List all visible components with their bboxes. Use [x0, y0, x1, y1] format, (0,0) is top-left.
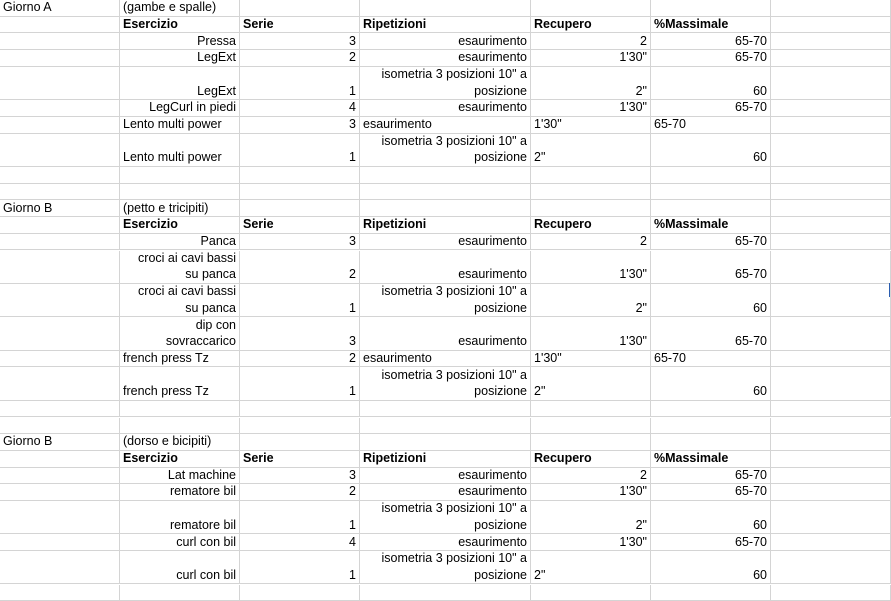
cell[interactable] [0, 184, 120, 201]
cell[interactable] [0, 251, 120, 284]
data-cell[interactable]: 2 [240, 251, 360, 284]
data-cell[interactable]: 2" [531, 67, 651, 100]
cell[interactable] [531, 184, 651, 201]
cell[interactable] [0, 167, 120, 184]
data-cell[interactable]: 65-70 [651, 468, 771, 485]
data-cell[interactable]: 60 [651, 367, 771, 400]
data-cell[interactable]: esaurimento [360, 534, 531, 551]
data-cell[interactable]: 2" [531, 551, 651, 584]
cell[interactable] [0, 401, 120, 418]
data-cell[interactable]: 2 [240, 351, 360, 368]
data-cell[interactable]: LegExt [120, 67, 240, 100]
cell[interactable] [771, 50, 891, 67]
data-cell[interactable]: esaurimento [360, 117, 531, 134]
data-cell[interactable]: 65-70 [651, 117, 771, 134]
cell[interactable] [0, 100, 120, 117]
cell[interactable] [651, 200, 771, 217]
cell[interactable] [771, 67, 891, 100]
data-cell[interactable]: 65-70 [651, 484, 771, 501]
data-cell[interactable]: 60 [651, 501, 771, 534]
cell[interactable] [360, 418, 531, 435]
column-header[interactable]: %Massimale [651, 17, 771, 34]
cell[interactable] [771, 501, 891, 534]
column-header[interactable]: Ripetizioni [360, 17, 531, 34]
cell[interactable] [771, 33, 891, 50]
day-description[interactable]: (petto e tricipiti) [120, 200, 240, 217]
data-cell[interactable]: 1 [240, 367, 360, 400]
data-cell[interactable]: 1'30" [531, 351, 651, 368]
cell[interactable] [771, 217, 891, 234]
data-cell[interactable]: 65-70 [651, 317, 771, 350]
data-cell[interactable]: esaurimento [360, 468, 531, 485]
data-cell[interactable]: 1'30" [531, 251, 651, 284]
cell[interactable] [240, 200, 360, 217]
data-cell[interactable]: Lento multi power [120, 117, 240, 134]
cell[interactable] [0, 117, 120, 134]
column-header[interactable]: Serie [240, 17, 360, 34]
data-cell[interactable]: 1'30" [531, 534, 651, 551]
cell[interactable] [531, 167, 651, 184]
data-cell[interactable]: 4 [240, 534, 360, 551]
data-cell[interactable]: LegCurl in piedi [120, 100, 240, 117]
data-cell[interactable]: 65-70 [651, 534, 771, 551]
column-header[interactable]: Ripetizioni [360, 451, 531, 468]
cell[interactable] [0, 418, 120, 435]
cell[interactable] [360, 184, 531, 201]
data-cell[interactable]: 1 [240, 284, 360, 317]
cell[interactable] [0, 367, 120, 400]
cell[interactable] [0, 234, 120, 251]
cell[interactable] [771, 134, 891, 167]
cell[interactable] [0, 217, 120, 234]
cell-cursor [889, 283, 890, 297]
cell[interactable] [651, 418, 771, 435]
day-description[interactable]: (gambe e spalle) [120, 0, 240, 17]
cell[interactable] [771, 418, 891, 435]
data-cell[interactable]: 1'30" [531, 317, 651, 350]
data-cell[interactable]: esaurimento [360, 100, 531, 117]
cell[interactable] [771, 284, 891, 317]
data-cell[interactable]: LegExt [120, 50, 240, 67]
cell[interactable] [771, 117, 891, 134]
cell[interactable] [0, 585, 120, 601]
column-header[interactable]: Esercizio [120, 451, 240, 468]
data-cell[interactable]: 60 [651, 284, 771, 317]
cell[interactable] [531, 585, 651, 601]
data-cell[interactable]: curl con bil [120, 534, 240, 551]
cell[interactable] [0, 17, 120, 34]
cell[interactable] [651, 401, 771, 418]
cell[interactable] [0, 33, 120, 50]
data-cell[interactable]: 1'30" [531, 117, 651, 134]
cell[interactable] [531, 418, 651, 435]
cell[interactable] [771, 401, 891, 418]
cell[interactable] [771, 451, 891, 468]
cell[interactable] [0, 134, 120, 167]
cell[interactable] [771, 367, 891, 400]
cell[interactable] [0, 484, 120, 501]
cell[interactable] [240, 401, 360, 418]
cell[interactable] [360, 167, 531, 184]
data-cell[interactable]: 65-70 [651, 100, 771, 117]
data-cell[interactable]: 1'30" [531, 50, 651, 67]
cell[interactable] [120, 585, 240, 601]
cell[interactable] [771, 534, 891, 551]
cell[interactable] [0, 501, 120, 534]
cell[interactable] [771, 184, 891, 201]
data-cell[interactable]: 3 [240, 117, 360, 134]
data-cell[interactable]: 65-70 [651, 50, 771, 67]
cell[interactable] [240, 585, 360, 601]
cell[interactable] [360, 401, 531, 418]
column-header[interactable]: Recupero [531, 217, 651, 234]
day-label[interactable]: Giorno B [0, 200, 120, 217]
data-cell[interactable]: 65-70 [651, 251, 771, 284]
data-cell[interactable]: isometria 3 posizioni 10" a posizione [360, 134, 531, 167]
data-cell[interactable]: 3 [240, 317, 360, 350]
data-cell[interactable]: 2 [531, 33, 651, 50]
cell[interactable] [531, 434, 651, 451]
column-header[interactable]: Ripetizioni [360, 217, 531, 234]
data-cell[interactable]: curl con bil [120, 551, 240, 584]
data-cell[interactable]: croci ai cavi bassi su panca [120, 251, 240, 284]
cell[interactable] [0, 284, 120, 317]
column-header[interactable]: Esercizio [120, 217, 240, 234]
cell[interactable] [771, 167, 891, 184]
data-cell[interactable]: esaurimento [360, 317, 531, 350]
cell[interactable] [771, 551, 891, 584]
cell[interactable] [771, 351, 891, 368]
day-label[interactable]: Giorno B [0, 434, 120, 451]
cell[interactable] [0, 468, 120, 485]
data-cell[interactable]: rematore bil [120, 484, 240, 501]
cell[interactable] [240, 167, 360, 184]
data-cell[interactable]: 2 [531, 234, 651, 251]
cell[interactable] [0, 317, 120, 350]
column-header[interactable]: %Massimale [651, 451, 771, 468]
data-cell[interactable]: dip con sovraccarico [120, 317, 240, 350]
cell[interactable] [651, 0, 771, 17]
cell[interactable] [771, 200, 891, 217]
data-cell[interactable]: croci ai cavi bassi su panca [120, 284, 240, 317]
data-cell[interactable]: 2" [531, 367, 651, 400]
cell[interactable] [240, 0, 360, 17]
data-cell[interactable]: 65-70 [651, 234, 771, 251]
data-cell[interactable]: 4 [240, 100, 360, 117]
data-cell[interactable]: 1'30" [531, 100, 651, 117]
data-cell[interactable]: 60 [651, 134, 771, 167]
cell[interactable] [240, 418, 360, 435]
data-cell[interactable]: isometria 3 posizioni 10" a posizione [360, 551, 531, 584]
cell[interactable] [120, 184, 240, 201]
cell[interactable] [771, 468, 891, 485]
cell[interactable] [651, 184, 771, 201]
cell[interactable] [0, 351, 120, 368]
data-cell[interactable]: isometria 3 posizioni 10" a posizione [360, 67, 531, 100]
cell[interactable] [360, 0, 531, 17]
data-cell[interactable]: 1 [240, 134, 360, 167]
data-cell[interactable]: 2 [531, 468, 651, 485]
data-cell[interactable]: esaurimento [360, 351, 531, 368]
data-cell[interactable]: isometria 3 posizioni 10" a posizione [360, 501, 531, 534]
data-cell[interactable]: 65-70 [651, 351, 771, 368]
data-cell[interactable]: 2 [240, 484, 360, 501]
cell[interactable] [0, 50, 120, 67]
data-cell[interactable]: 1 [240, 501, 360, 534]
cell[interactable] [771, 234, 891, 251]
cell[interactable] [651, 167, 771, 184]
data-cell[interactable]: 60 [651, 67, 771, 100]
data-cell[interactable]: french press Tz [120, 367, 240, 400]
data-cell[interactable]: Panca [120, 234, 240, 251]
column-header[interactable]: Recupero [531, 451, 651, 468]
cell[interactable] [0, 534, 120, 551]
cell[interactable] [771, 585, 891, 601]
data-cell[interactable]: 2" [531, 284, 651, 317]
cell[interactable] [531, 0, 651, 17]
data-cell[interactable]: isometria 3 posizioni 10" a posizione [360, 367, 531, 400]
data-cell[interactable]: Pressa [120, 33, 240, 50]
cell[interactable] [0, 67, 120, 100]
cell[interactable] [771, 100, 891, 117]
column-header[interactable]: %Massimale [651, 217, 771, 234]
cell[interactable] [531, 200, 651, 217]
cell[interactable] [120, 401, 240, 418]
cell[interactable] [360, 200, 531, 217]
cell[interactable] [771, 317, 891, 350]
data-cell[interactable]: esaurimento [360, 251, 531, 284]
data-cell[interactable]: 3 [240, 33, 360, 50]
data-cell[interactable]: Lento multi power [120, 134, 240, 167]
data-cell[interactable]: 3 [240, 234, 360, 251]
data-cell[interactable]: esaurimento [360, 33, 531, 50]
day-description[interactable]: (dorso e bicipiti) [120, 434, 240, 451]
data-cell[interactable]: 1 [240, 67, 360, 100]
column-header[interactable]: Esercizio [120, 17, 240, 34]
data-cell[interactable]: 65-70 [651, 33, 771, 50]
data-cell[interactable]: isometria 3 posizioni 10" a posizione [360, 284, 531, 317]
data-cell[interactable]: 3 [240, 468, 360, 485]
data-cell[interactable]: esaurimento [360, 234, 531, 251]
cell[interactable] [120, 418, 240, 435]
cell[interactable] [240, 434, 360, 451]
cell[interactable] [240, 184, 360, 201]
cell[interactable] [771, 484, 891, 501]
data-cell[interactable]: 2" [531, 134, 651, 167]
cell[interactable] [771, 0, 891, 17]
column-header[interactable]: Serie [240, 451, 360, 468]
cell[interactable] [360, 434, 531, 451]
data-cell[interactable]: 2 [240, 50, 360, 67]
column-header[interactable]: Recupero [531, 17, 651, 34]
data-cell[interactable]: esaurimento [360, 50, 531, 67]
cell[interactable] [771, 251, 891, 284]
cell[interactable] [651, 434, 771, 451]
cell[interactable] [360, 585, 531, 601]
day-label[interactable]: Giorno A [0, 0, 120, 17]
cell[interactable] [0, 451, 120, 468]
cell[interactable] [0, 551, 120, 584]
cell[interactable] [771, 17, 891, 34]
data-cell[interactable]: Lat machine [120, 468, 240, 485]
data-cell[interactable]: esaurimento [360, 484, 531, 501]
data-cell[interactable]: 1 [240, 551, 360, 584]
cell[interactable] [531, 401, 651, 418]
data-cell[interactable]: french press Tz [120, 351, 240, 368]
column-header[interactable]: Serie [240, 217, 360, 234]
data-cell[interactable]: rematore bil [120, 501, 240, 534]
data-cell[interactable]: 2" [531, 501, 651, 534]
cell[interactable] [771, 434, 891, 451]
cell[interactable] [120, 167, 240, 184]
cell[interactable] [651, 585, 771, 601]
data-cell[interactable]: 60 [651, 551, 771, 584]
data-cell[interactable]: 1'30" [531, 484, 651, 501]
